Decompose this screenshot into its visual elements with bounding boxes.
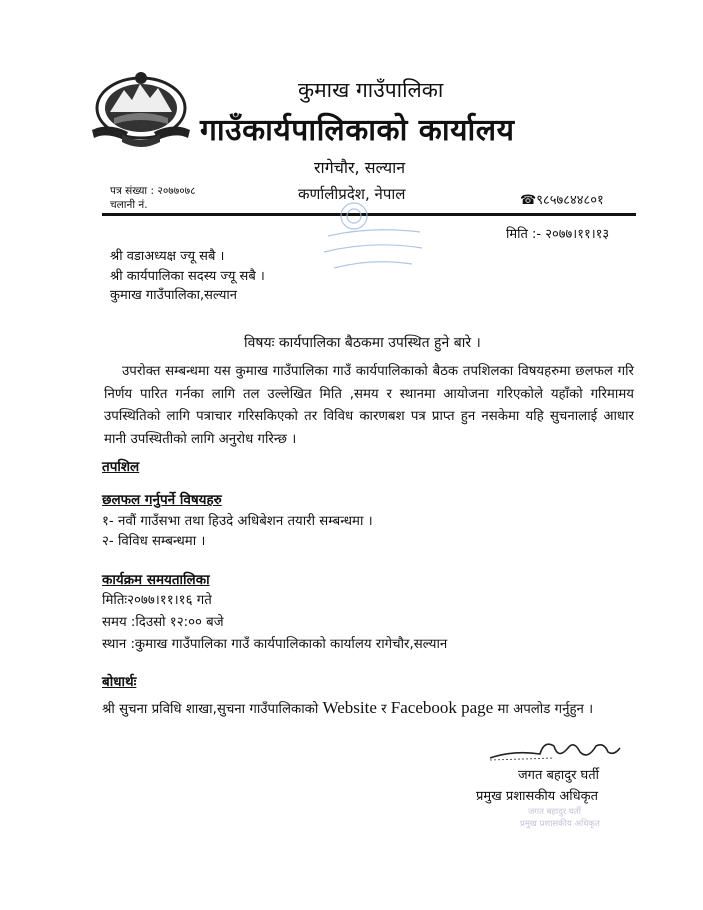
phone-number: ☎९८५७८४४८०१ [520,193,604,208]
recipient-line: श्री कार्यपालिका सदस्य ज्यू सबै । [110,269,265,284]
notice-prefix: श्री सुचना प्रविधि शाखा,सुचना गाउँपालिकाको [102,702,323,717]
office-stamp-icon [292,196,454,280]
recipient-line: श्री वडाअध्यक्ष ज्यू सबै । [110,249,225,264]
agenda-item: १- नवौं गाउँसभा तथा हिउदे अधिबेशन तयारी सम्बन्धमा । [102,514,373,529]
notice-website: Website [322,698,377,717]
schedule-time: समय :दिउसो १२:०० बजे [102,615,224,630]
cc-notice [102,698,593,718]
letter-date: मिति :- २०७७।११।१३ [506,227,610,242]
office-title: गाउँकार्यपालिकाको कार्यालय [200,113,515,148]
office-province: कर्णालीप्रदेश, नेपाल [298,185,406,203]
notice-facebook: Facebook page [390,698,494,717]
dispatch-number: चलानी नं. [110,199,148,211]
reference-number: पत्र संख्या : २०७७०७८ [110,185,196,197]
notice-mid: र [376,702,391,717]
municipality-name: कुमाख गाउँपालिका [298,78,444,102]
agenda-item: २- विविध सम्बन्धमा । [102,534,206,549]
schedule-place: स्थान :कुमाख गाउँपालिका गाउँ कार्यपालिकाको कार्यालय रागेचौर,सल्यान [102,637,448,652]
letter-subject: विषयः कार्यपालिका बैठकमा उपस्थित हुने बारे । [244,335,481,351]
agenda-heading: छलफल गर्नुपर्ने विषयहरु [102,492,222,508]
office-location: रागेचौर, सल्यान [314,158,406,177]
faint-stamp-title: प्रमुख प्रशासकीय अधिकृत [520,819,600,829]
notice-suffix: मा अपलोड गर्नुहुन । [493,702,594,717]
signatory-name: जगत बहादुर घर्ती [518,768,600,783]
body-paragraph: उपरोक्त सम्बन्धमा यस कुमाख गाउँपालिका गाउँ कार्यपालिकाको बैठक तपशिलका विषयहरुमा छलफल गरि निर्णय पारित गर्नका लागि तल उल्लेखित मिति ,समय र स्थानमा आयोजना गरिएकोले यहाँको गरिमामय उपस्थितिको लागि पत्राचार गरिसकिएको तर विविध कारणबश पत्र प्राप्त हुन नसकेमा यहि सुचनालाई आधार मानी उपस्थितीको लागि अनुरोध गरिन्छ । [104,364,634,447]
signatory-title: प्रमुख प्रशासकीय अधिकृत [476,789,599,804]
details-heading: तपशिल [102,459,140,475]
schedule-date: मितिः२०७७।११।१६ गते [102,593,212,608]
cc-heading: बोधार्थः [102,674,137,690]
nepal-emblem-icon [88,68,194,152]
recipient-line: कुमाख गाउँपालिका,सल्यान [110,288,237,303]
faint-stamp-name: जगत बहादुर घर्ती [528,807,581,817]
schedule-heading: कार्यक्रम समयतालिका [102,572,210,588]
